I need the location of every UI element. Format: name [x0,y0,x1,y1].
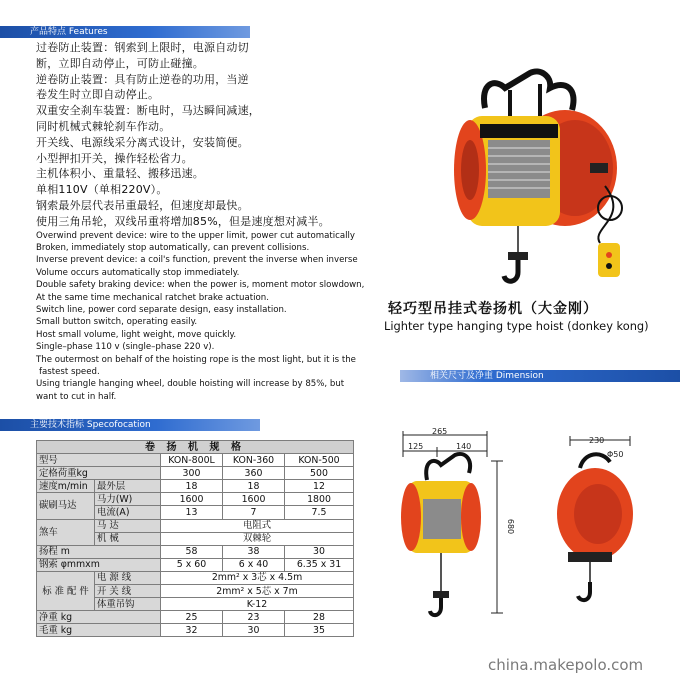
product-caption-en: Lighter type hanging type hoist (donkey kong) [384,319,649,333]
table-row [37,467,354,480]
table-cell: 18 [161,480,223,493]
feature-zh-line: 单相110V（单相220V）。 [36,183,168,197]
feature-en-line: Broken, immediately stop automatically, can prevent collisions. [36,242,310,253]
hoist-product-illustration [440,68,640,293]
row-sublabel: 开 关 线 [95,585,161,598]
feature-en-line: At the same time mechanical ratchet brake actuation. [36,292,269,303]
row-sublabel: 电 源 线 [95,571,161,584]
feature-zh-line: 断，立即自动停止，可防止碰撞。 [36,56,204,70]
table-cell: 1600 [161,493,223,506]
table-cell: 2mm² x 3芯 x 4.5m [161,571,354,584]
feature-en-line: Overwind prevent device: wire to the upper limit, power cut automatically [36,230,355,241]
table-cell: 5 x 60 [161,558,223,571]
table-cell: 300 [161,467,223,480]
table-cell: 7.5 [285,506,354,519]
table-cell: K-12 [161,598,354,611]
table-cell: 1600 [223,493,285,506]
spec-header [0,419,260,431]
feature-en-line: want to cut in half. [36,391,117,402]
table-cell: 18 [223,480,285,493]
table-cell: 6.35 x 31 [285,558,354,571]
row-sublabel: 马力(W) [95,493,161,506]
dimension-header [400,370,680,382]
feature-en-line: The outermost on behalf of the hoisting rope is the most light, but it is the [36,354,356,365]
feature-zh-line: 使用三角吊轮，双线吊重将增加85%，但是速度想对减半。 [36,214,330,228]
row-group-label: 煞车 [37,519,95,545]
row-label: 毛重 kg [37,624,161,637]
dim-height: 680 [506,518,516,535]
feature-en-line: Host small volume, light weight, move quickly. [36,329,237,340]
feature-en-line: Switch line, power cord separate design, easy installation. [36,305,287,315]
row-label: 速度m/min [37,480,95,493]
table-cell: 38 [223,545,285,558]
spec-title: 卷 扬 机 规 格 [37,441,354,454]
dim-right-part: 140 [456,442,472,451]
row-sublabel: 电流(A) [95,506,161,519]
row-group-label: 碳刷马达 [37,493,95,519]
model-cell: KON-500 [285,454,354,467]
row-label: 钢索 φmmxm [37,558,161,571]
row-sublabel: 体重吊钩 [95,598,161,611]
front-dimension-drawing [395,425,525,655]
table-cell: 双棘轮 [161,532,354,545]
table-row [37,480,354,493]
table-cell: 58 [161,545,223,558]
table-cell: 6 x 40 [223,558,285,571]
dim-left-part: 125 [408,442,424,451]
table-cell: 35 [285,624,354,637]
feature-en-line: Using triangle hanging wheel, double hoisting will increase by 85%, but [36,379,345,390]
table-row [37,454,354,467]
model-cell: KON-360 [223,454,285,467]
feature-en-line: Small button switch, operating easily. [36,317,198,328]
table-row [37,519,354,532]
table-row [37,611,354,624]
feature-en-line: fastest speed. [39,367,100,378]
features-header [0,26,250,38]
row-sublabel: 机 械 [95,532,161,545]
dim-width-front: 265 [432,427,448,436]
feature-zh-line: 卷发生时立即自动停止。 [36,88,160,102]
table-row [37,558,354,571]
table-cell: 25 [161,611,223,624]
row-sublabel: 马 达 [95,519,161,532]
features-text [36,40,376,403]
row-label: 净重 kg [37,611,161,624]
model-label: 型号 [37,454,161,467]
table-row [37,441,354,454]
row-label: 扬程 m [37,545,161,558]
table-cell: 360 [223,467,285,480]
feature-en-line: Volume occurs automatically stop immediately. [36,267,240,278]
table-cell: 500 [285,467,354,480]
feature-zh-line: 双重安全刹车装置：断电时，马达瞬间减速， [36,104,260,118]
table-cell: 23 [223,611,285,624]
table-cell: 12 [285,480,354,493]
dim-drum-dia: Φ50 [607,450,624,459]
feature-zh-line: 开关线、电源线采分离式设计，安装简便。 [36,135,249,149]
table-cell: 1800 [285,493,354,506]
feature-en-line: Inverse prevent device: a coil's function, prevent the inverse when inverse [36,255,358,266]
table-cell: 7 [223,506,285,519]
feature-zh-line: 逆卷防止装置：具有防止逆卷的功用，当逆 [36,72,249,86]
feature-zh-line: 过卷防止装置：钢索到上限时，电源自动切 [36,41,249,54]
table-row [37,493,354,506]
feature-zh-line: 主机体积小、重量轻、搬移迅速。 [36,167,204,181]
table-cell: 2mm² x 5芯 x 7m [161,585,354,598]
table-cell: 30 [223,624,285,637]
feature-en-line: Single–phase 110 v (single–phase 220 v). [36,342,215,353]
row-group-label: 标 准 配 件 [37,571,95,610]
table-cell: 电阻式 [161,519,354,532]
watermark: china.makepolo.com [488,656,644,674]
table-row [37,545,354,558]
feature-en-line: Double safety braking device: when the power is, moment motor slowdown, [36,280,365,291]
side-dimension-drawing [540,432,640,612]
feature-zh-line: 钢索最外层代表吊重最轻，但速度却最快。 [36,198,249,212]
dim-width-side: 230 [589,436,605,445]
features-header-label: 产品特点 Features [30,27,108,37]
dimension-header-label: 相关尺寸及净重 Dimension [430,371,544,381]
table-cell: 13 [161,506,223,519]
feature-zh-line: 小型押扣开关，操作轻松省力。 [36,151,193,165]
spec-header-label: 主要技术指标 Specofocation [30,420,151,430]
feature-zh-line: 同时机械式棘轮刹车作动。 [36,119,171,133]
table-row [37,571,354,584]
row-label: 定格荷重kg [37,467,161,480]
row-sublabel: 最外层 [95,480,161,493]
product-caption-zh: 轻巧型吊挂式卷扬机（大金刚） [388,301,598,317]
table-cell: 32 [161,624,223,637]
table-cell: 30 [285,545,354,558]
table-cell: 28 [285,611,354,624]
table-row [37,624,354,637]
model-cell: KON-800L [161,454,223,467]
spec-table [36,440,354,637]
